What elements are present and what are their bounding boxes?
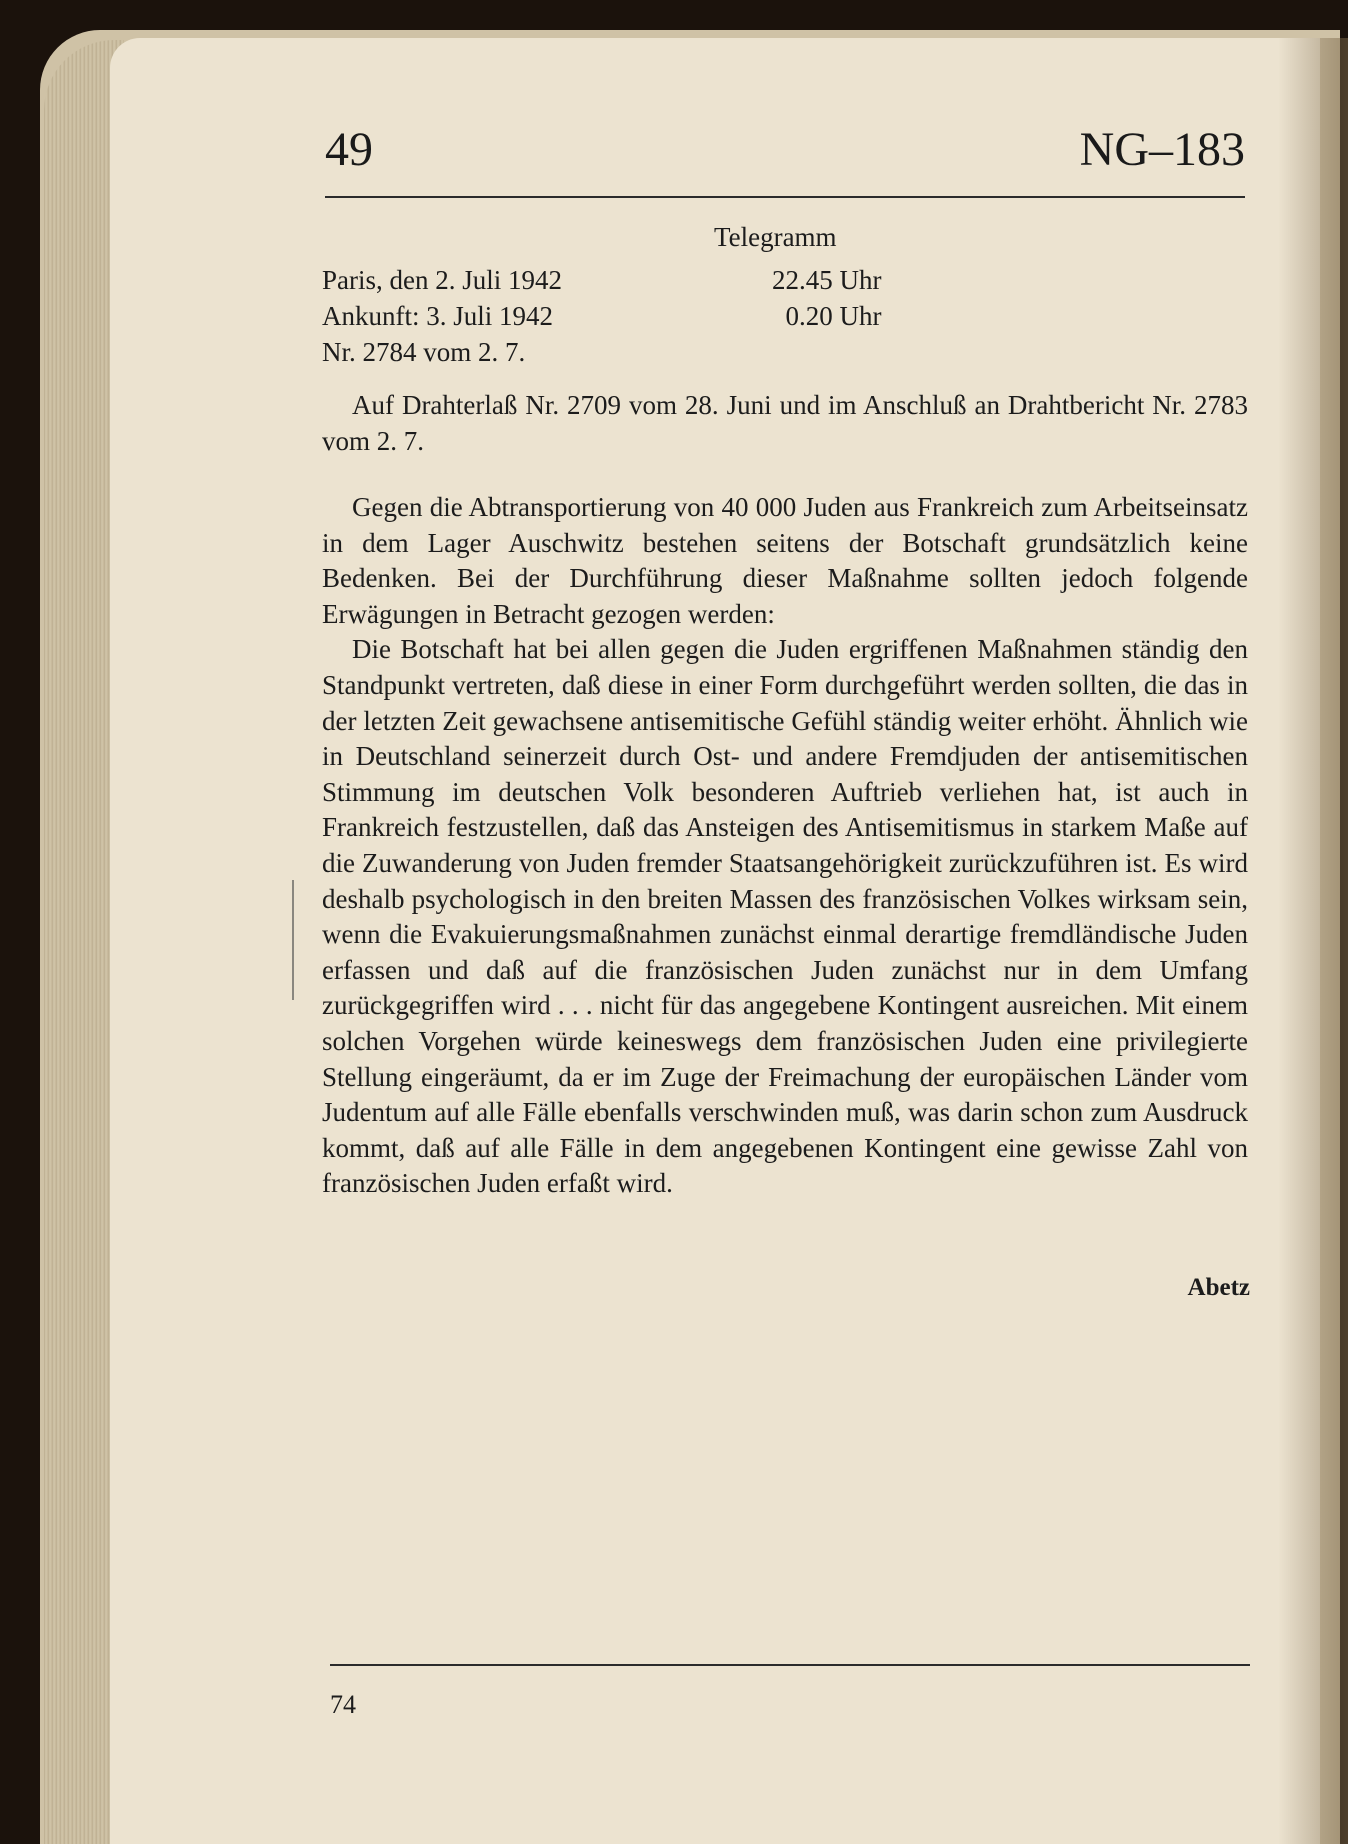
page-number: 74 [330,1690,356,1719]
telegram-meta-left [322,262,562,370]
telegram-sent-time: 22.45 Uhr [772,265,882,295]
telegram-arrival: Ankunft: 3. Juli 1942 [322,301,554,331]
header-rule [325,196,1245,198]
telegram-place-date: Paris, den 2. Juli 1942 [322,265,562,295]
main-text [322,490,1248,1202]
document-id: NG–183 [1079,123,1245,176]
reference-paragraph [322,388,1248,459]
telegram-title: Telegramm [714,222,837,252]
signature: Abetz [1187,1274,1250,1301]
telegram-arrival-time: 0.20 Uhr [785,301,882,331]
margin-pencil-mark [292,880,297,1000]
paragraph-reference: Auf Drahterlaß Nr. 2709 vom 28. Juni und im Anschluß an Drahtbericht Nr. 2783 vom 2. 7. [322,390,1248,456]
document-number: 49 [325,123,373,176]
paragraph-main: Die Botschaft hat bei allen gegen die Juden ergriffenen Maßnahmen ständig den Standpunkt vertreten, daß diese in einer Form durchgeführt werden sollten, die das in der letzten Zeit gewachsene antisemitische Gefühl ständig weiter erhöht. Ähnlich wie in Deutschland seinerzeit durch Ost- und andere Fremdjuden der antisemitischen Stimmung im deutschen Volk besonderen Auftrieb verliehen hat, ist auch in Frankreich festzustellen, daß das Ansteigen des Antisemitismus in starkem Maße auf die Zuwanderung von Juden fremder Staatsangehörigkeit zurückzuführen ist. Es wird deshalb psychologisch in den breiten Massen des französischen Volkes wirksam sein, wenn die Evakuierungsmaßnahmen zunächst einmal derartige fremdländische Juden erfassen und daß auf die französischen Juden zunächst nur in dem Umfang zurückgegriffen wird . . . nicht für das angegebene Kontingent ausreichen. Mit einem solchen Vorgehen würde keineswegs dem französischen Juden eine privilegierte Stellung eingeräumt, da er im Zuge der Freimachung der europäischen Länder vom Judentum auf alle Fälle ebenfalls verschwinden muß, was darin schon zum Ausdruck kommt, daß auf alle Fälle in dem angegebenen Kontingent eine gewisse Zahl von französischen Juden erfaßt wird. [322,634,1248,1199]
gutter-shadow [1278,38,1348,1844]
paragraph-opening: Gegen die Abtransportierung von 40 000 Juden aus Frankreich zum Arbeitseinsatz in dem Lager Auschwitz bestehen seitens der Botschaft grundsätzlich keine Bedenken. Bei der Durchführung dieser Maßnahme sollten jedoch folgende Erwägungen in Betracht gezogen werden: [322,492,1248,629]
telegram-number: Nr. 2784 vom 2. 7. [322,337,526,367]
telegram-meta-right [772,262,882,334]
footer-rule [330,1664,1250,1666]
